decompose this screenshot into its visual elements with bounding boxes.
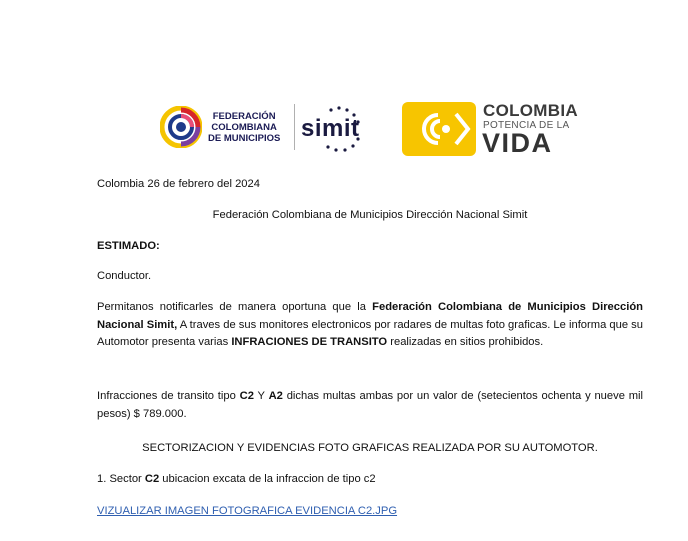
simit-logo [301, 106, 369, 152]
fines-paragraph [97, 388, 643, 423]
fcm-logo-text [208, 111, 280, 144]
colombia-logo-line-1: COLOMBIA [483, 101, 578, 120]
colombia-potencia-logo [402, 101, 582, 157]
fcm-line-2: COLOMBIANA [211, 121, 277, 133]
colombia-logo-line-3: VIDA [482, 128, 553, 158]
p2-text-c: Y [253, 390, 269, 402]
p2-type-a2: A2 [268, 390, 283, 402]
p2-text-e: dichas multas ambas por un valor de (setecientos ochenta y nueve mil pesos) $ 789.000. [97, 390, 644, 420]
fcm-line-3: DE MUNICIPIOS [208, 132, 281, 144]
fcm-spiral-icon [160, 106, 202, 148]
recipient-line: Federación Colombiana de Municipios Dirección Nacional Simit [212, 209, 528, 221]
p1-infractions: INFRACIONES DE TRANSITO [231, 336, 388, 349]
fcm-line-1: FEDERACIÓN [212, 110, 276, 122]
sector-text-a: 1. Sector [97, 473, 145, 485]
logo-divider [294, 104, 295, 150]
p1-text-a: Permitanos notificarles de manera oportuna que la [97, 301, 373, 313]
p2-text-a: Infracciones de transito tipo [97, 390, 240, 402]
colombia-logo-line-2: POTENCIA DE LA [483, 120, 570, 131]
notification-paragraph [97, 299, 643, 352]
p1-text-c: A traves de sus monitores electronicos por radares de multas foto graficas. Le informa que su Automotor presenta varias [97, 318, 643, 349]
sector-code: C2 [144, 473, 160, 485]
p2-type-c2: C2 [239, 390, 254, 402]
addressee: Conductor. [97, 270, 152, 282]
greeting: ESTIMADO: [97, 240, 160, 252]
fcm-logo [160, 101, 290, 153]
letter-date: Colombia 26 de febrero del 2024 [97, 178, 260, 190]
sector-text-c: ubicacion excata de la infraccion de tipo c2 [159, 473, 376, 485]
p1-org-name: Federación Colombiana de Municipios Dirección Nacional Simit, [97, 301, 643, 331]
evidence-link[interactable]: VIZUALIZAR IMAGEN FOTOGRAFICA EVIDENCIA C2.JPG [97, 505, 398, 517]
simit-logo-text: simit [301, 115, 360, 142]
p1-text-e: realizadas en sitios prohibidos. [387, 336, 544, 349]
section-title: SECTORIZACION Y EVIDENCIAS FOTO GRAFICAS REALIZADA POR SU AUTOMOTOR. [142, 442, 598, 454]
colombia-waves-icon [402, 102, 476, 156]
sector-line [97, 471, 376, 487]
